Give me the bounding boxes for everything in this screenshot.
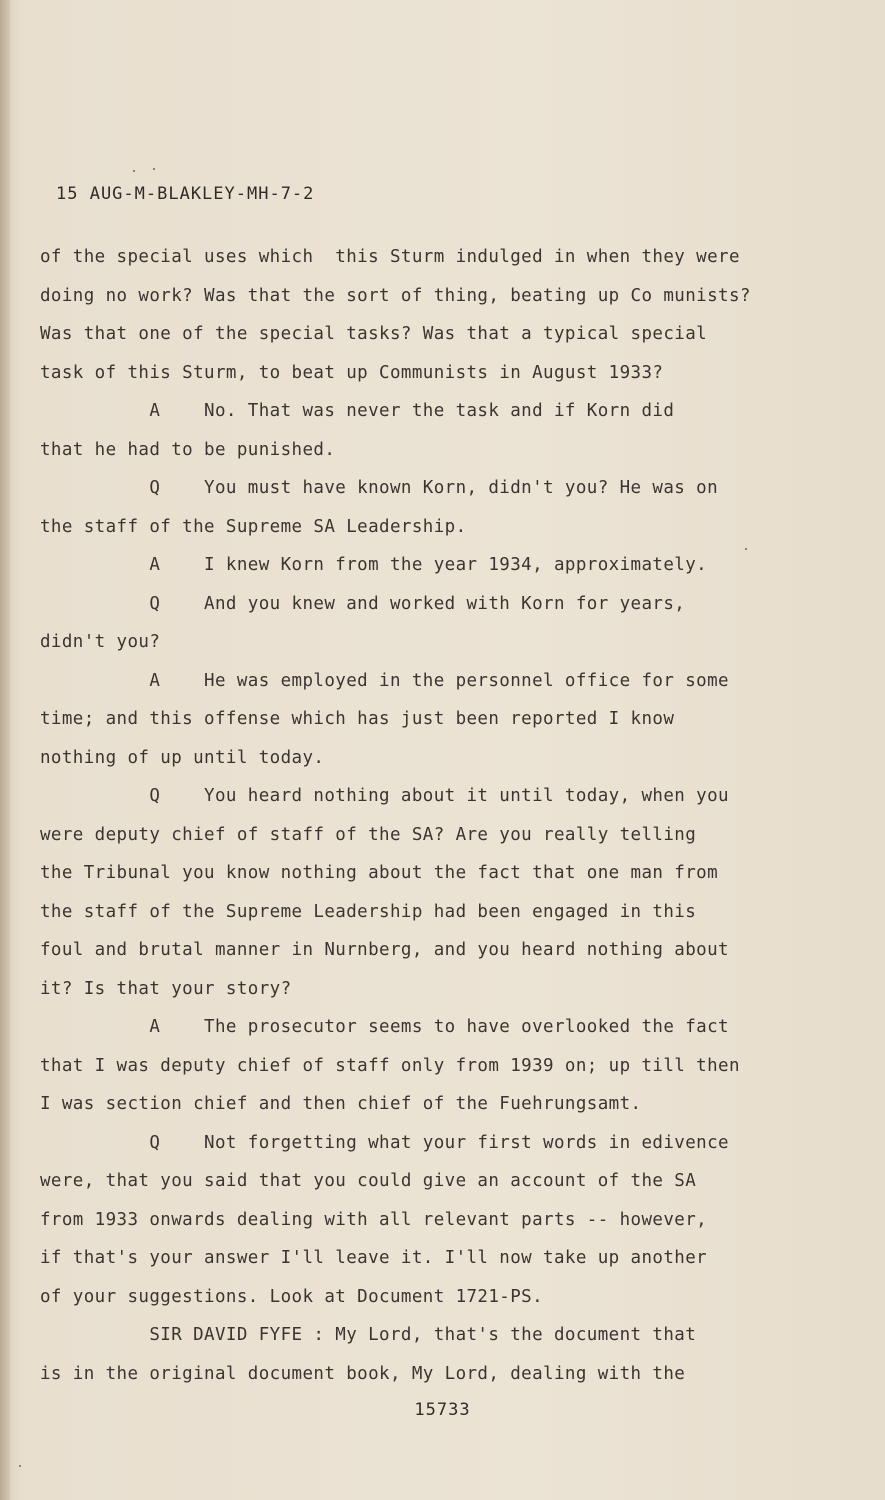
transcript-line: time; and this offense which has just been reported I know [40, 709, 675, 729]
transcript-line: it? Is that your story? [40, 978, 292, 999]
transcript-line: A He was employed in the personnel office for some [40, 670, 729, 691]
document-header-code: 15 AUG-M-BLAKLEY-MH-7-2 [56, 184, 315, 204]
page-left-edge [0, 0, 10, 1500]
transcript-body [40, 238, 810, 1393]
transcript-line: is in the original document book, My Lord, dealing with the [40, 1363, 686, 1384]
ink-speck [153, 168, 155, 170]
transcript-line: Q Not forgetting what your first words in edivence [40, 1132, 729, 1153]
transcript-line: A No. That was never the task and if Korn did [40, 401, 675, 421]
ink-speck [19, 1465, 21, 1467]
transcript-line: A The prosecutor seems to have overlooked the fact [40, 1017, 729, 1037]
transcript-line: Q You heard nothing about it until today, when you [40, 786, 729, 806]
transcript-line: that I was deputy chief of staff only from 1939 on; up till then [40, 1055, 740, 1076]
ink-speck [745, 548, 747, 550]
transcript-line: didn't you? [40, 632, 161, 652]
transcript-line: of the special uses which this Sturm indulged in when they were [40, 247, 740, 267]
transcript-line: the staff of the Supreme SA Leadership. [40, 516, 467, 537]
transcript-line: I was section chief and then chief of the Fuehrungsamt. [40, 1094, 642, 1114]
transcript-line: the staff of the Supreme Leadership had been engaged in this [40, 901, 697, 922]
transcript-line: Q You must have known Korn, didn't you? He was on [40, 478, 719, 498]
transcript-line: Was that one of the special tasks? Was that a typical special [40, 324, 708, 344]
transcript-line: A I knew Korn from the year 1934, approximately. [40, 555, 708, 575]
transcript-line: task of this Sturm, to beat up Communists in August 1933? [40, 362, 664, 383]
ink-speck [133, 170, 135, 172]
transcript-line: if that's your answer I'll leave it. I'll now take up another [40, 1248, 708, 1268]
transcript-line: were deputy chief of staff of the SA? Are you really telling [40, 824, 697, 845]
transcript-line: doing no work? Was that the sort of thing, beating up Co munists? [40, 285, 751, 306]
transcript-line: from 1933 onwards dealing with all relevant parts -- however, [40, 1209, 708, 1230]
transcript-line: nothing of up until today. [40, 747, 325, 768]
transcript-line: were, that you said that you could give an account of the SA [40, 1171, 697, 1191]
transcript-line: that he had to be punished. [40, 439, 336, 460]
transcript-line: the Tribunal you know nothing about the fact that one man from [40, 863, 719, 883]
page-number: 15733 [414, 1400, 471, 1420]
transcript-line: Q And you knew and worked with Korn for years, [40, 593, 686, 614]
transcript-line: of your suggestions. Look at Document 1721-PS. [40, 1286, 544, 1307]
transcript-line: foul and brutal manner in Nurnberg, and you heard nothing about [40, 940, 729, 960]
transcript-line: SIR DAVID FYFE : My Lord, that's the document that [40, 1325, 697, 1345]
